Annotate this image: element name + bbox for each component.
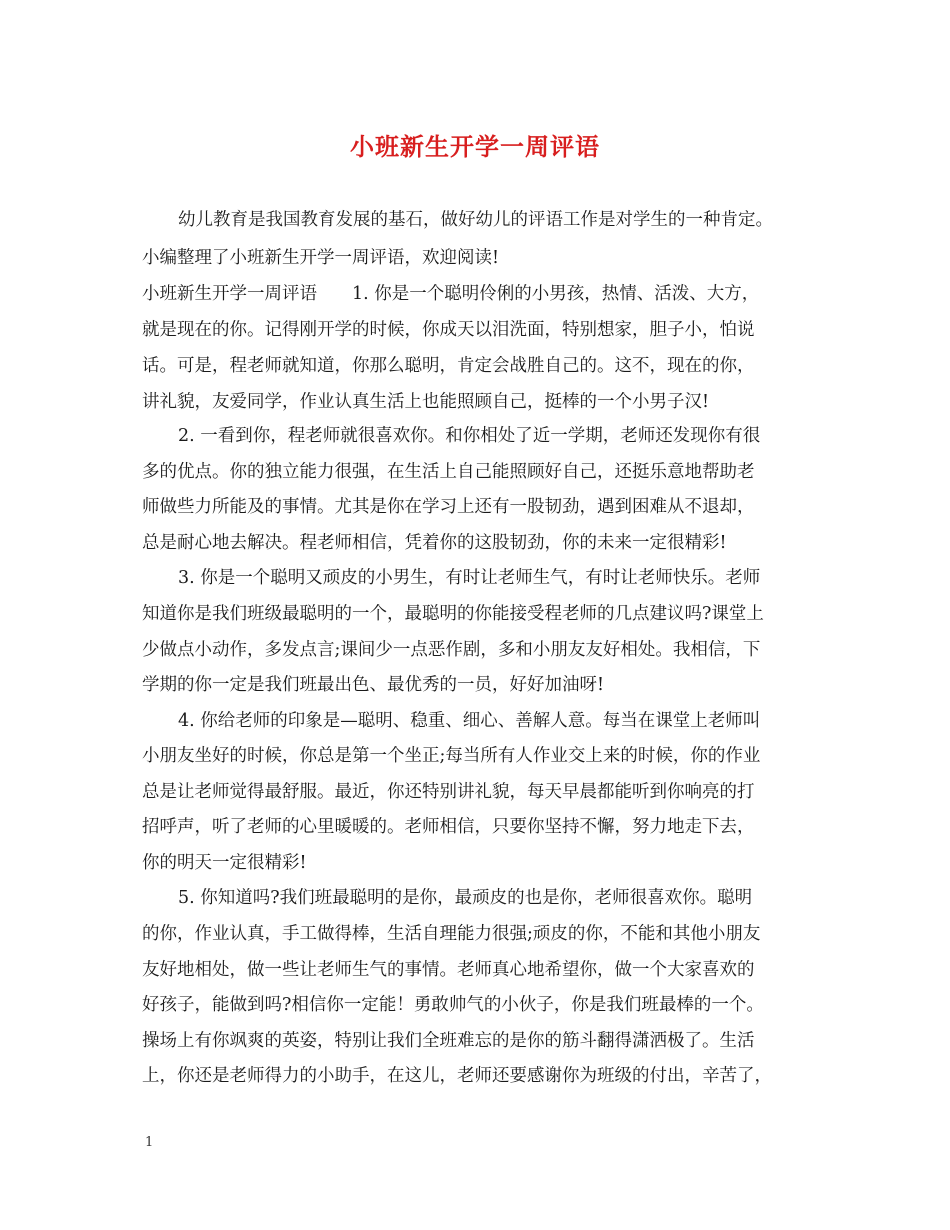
- paragraph-line: 小编整理了小班新生开学一周评语，欢迎阅读!: [142, 248, 500, 268]
- page-number: 1: [145, 1135, 154, 1150]
- paragraph-line: 师做些力所能及的事情。尤其是你在学习上还有一股韧劲，遇到困难从不退却，: [142, 497, 755, 517]
- paragraph-line: 幼儿教育是我国教育发展的基石，做好幼儿的评语工作是对学生的一种肯定。: [178, 210, 773, 230]
- paragraph-line: 小班新生开学一周评语 1. 你是一个聪明伶俐的小男孩，热情、活泼、大方，: [142, 284, 760, 304]
- paragraph-line: 5. 你知道吗?我们班最聪明的是你，最顽皮的也是你，老师很喜欢你。聪明: [178, 888, 753, 908]
- paragraph-line: 招呼声，听了老师的心里暖暖的。老师相信，只要你坚持不懈，努力地走下去，: [142, 817, 755, 837]
- paragraph-line: 少做点小动作，多发点言;课间少一点恶作剧，多和小朋友友好相处。我相信，下: [142, 640, 761, 660]
- paragraph-line: 你的明天一定很精彩!: [142, 853, 307, 873]
- paragraph-line: 上，你还是老师得力的小助手，在这儿，老师还要感谢你为班级的付出，辛苦了，: [142, 1066, 772, 1086]
- paragraph-line: 操场上有你飒爽的英姿，特别让我们全班难忘的是你的筋斗翻得潇洒极了。生活: [142, 1031, 755, 1051]
- paragraph-line: 多的优点。你的独立能力很强，在生活上自己能照顾好自己，还挺乐意地帮助老: [142, 462, 755, 482]
- paragraph-line: 友好地相处，做一些让老师生气的事情。老师真心地希望你，做一个大家喜欢的: [142, 960, 755, 980]
- paragraph-line: 总是让老师觉得最舒服。最近，你还特别讲礼貌，每天早晨都能听到你响亮的打: [142, 782, 755, 802]
- paragraph-line: 就是现在的你。记得刚开学的时候，你成天以泪洗面，特别想家，胆子小，怕说: [142, 320, 755, 340]
- paragraph-line: 4. 你给老师的印象是—聪明、稳重、细心、善解人意。每当在课堂上老师叫: [178, 711, 761, 731]
- paragraph-line: 学期的你一定是我们班最出色、最优秀的一员，好好加油呀!: [142, 675, 605, 695]
- document-title: 小班新生开学一周评语: [350, 132, 600, 161]
- paragraph-line: 好孩子，能做到吗?相信你一定能！勇敢帅气的小伙子，你是我们班最棒的一个。: [142, 995, 764, 1015]
- paragraph-line: 总是耐心地去解决。程老师相信，凭着你的这股韧劲，你的未来一定很精彩!: [142, 533, 727, 553]
- paragraph-line: 的你，作业认真，手工做得棒，生活自理能力很强;顽皮的你，不能和其他小朋友: [142, 924, 761, 944]
- paragraph-line: 讲礼貌，友爱同学，作业认真生活上也能照顾自己，挺棒的一个小男子汉!: [142, 392, 710, 412]
- paragraph-line: 3. 你是一个聪明又顽皮的小男生，有时让老师生气，有时让老师快乐。老师: [178, 568, 761, 588]
- paragraph-line: 2. 一看到你，程老师就很喜欢你。和你相处了近一学期，老师还发现你有很: [178, 426, 761, 446]
- paragraph-line: 知道你是我们班级最聪明的一个，最聪明的你能接受程老师的几点建议吗?课堂上: [142, 604, 764, 624]
- paragraph-line: 话。可是，程老师就知道，你那么聪明，肯定会战胜自己的。这不，现在的你，: [142, 356, 755, 376]
- paragraph-line: 小朋友坐好的时候，你总是第一个坐正;每当所有人作业交上来的时候，你的作业: [142, 746, 761, 766]
